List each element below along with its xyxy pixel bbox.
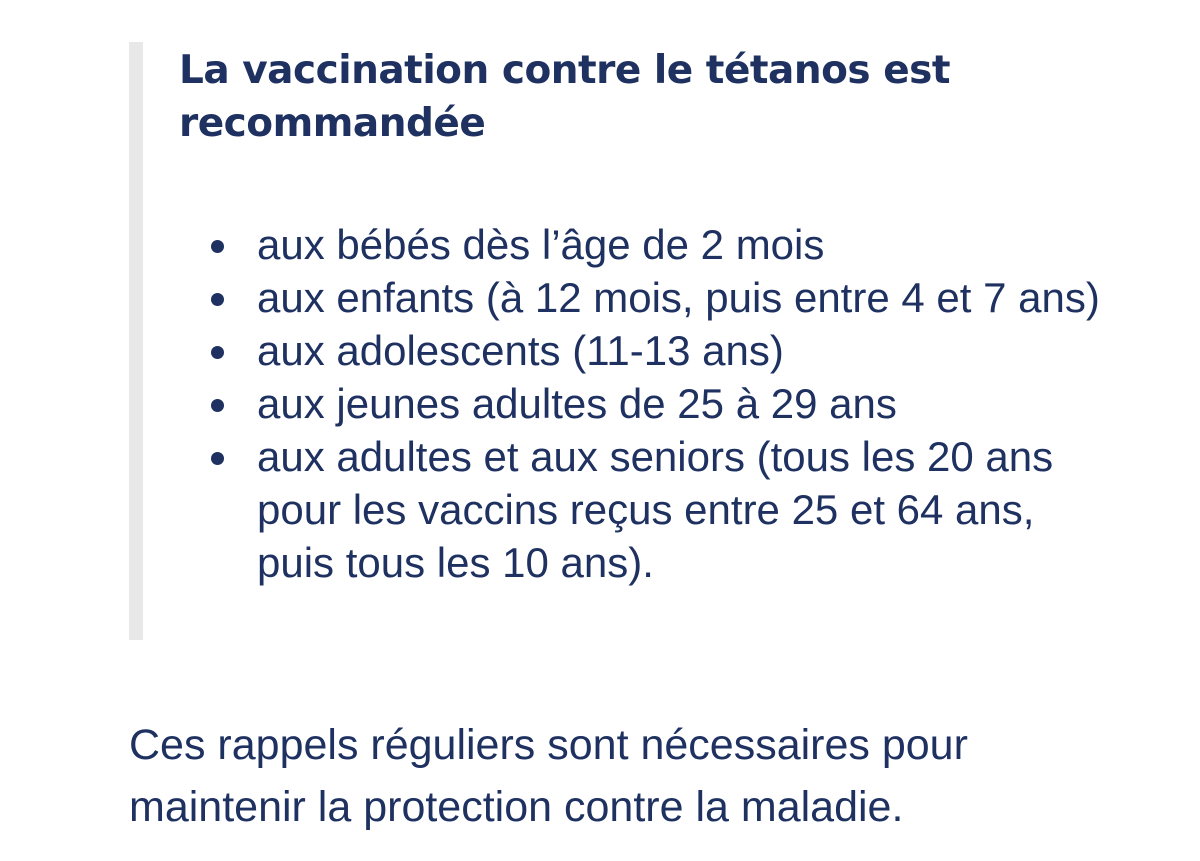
list-item-text: aux bébés dès l’âge de 2 mois xyxy=(257,221,825,268)
age-group-list xyxy=(191,218,1111,589)
list-item xyxy=(191,324,1111,377)
list-item-text: aux jeunes adultes de 25 à 29 ans xyxy=(257,380,897,427)
list-item xyxy=(191,377,1111,430)
closing-paragraph: Ces rappels réguliers sont nécessaires pour maintenir la protection contre la maladie. xyxy=(129,721,968,831)
list-item-text: aux adolescents (11-13 ans) xyxy=(257,327,784,374)
bullet-icon xyxy=(211,346,224,359)
list-item-text: aux adultes et aux seniors (tous les 20 ans pour les vaccins reçus entre 25 et 64 ans, puis tous les 10 ans). xyxy=(257,433,1054,586)
list-item xyxy=(191,430,1111,589)
vaccination-callout xyxy=(129,42,1129,640)
list-item xyxy=(191,218,1111,271)
list-item xyxy=(191,271,1111,324)
list-item-text: aux enfants (à 12 mois, puis entre 4 et 7 ans) xyxy=(257,274,1100,321)
bullet-icon xyxy=(211,399,224,412)
bullet-icon xyxy=(211,240,224,253)
callout-title: La vaccination contre le tétanos est recommandée xyxy=(179,48,951,146)
bullet-icon xyxy=(211,452,224,465)
bullet-icon xyxy=(211,293,224,306)
